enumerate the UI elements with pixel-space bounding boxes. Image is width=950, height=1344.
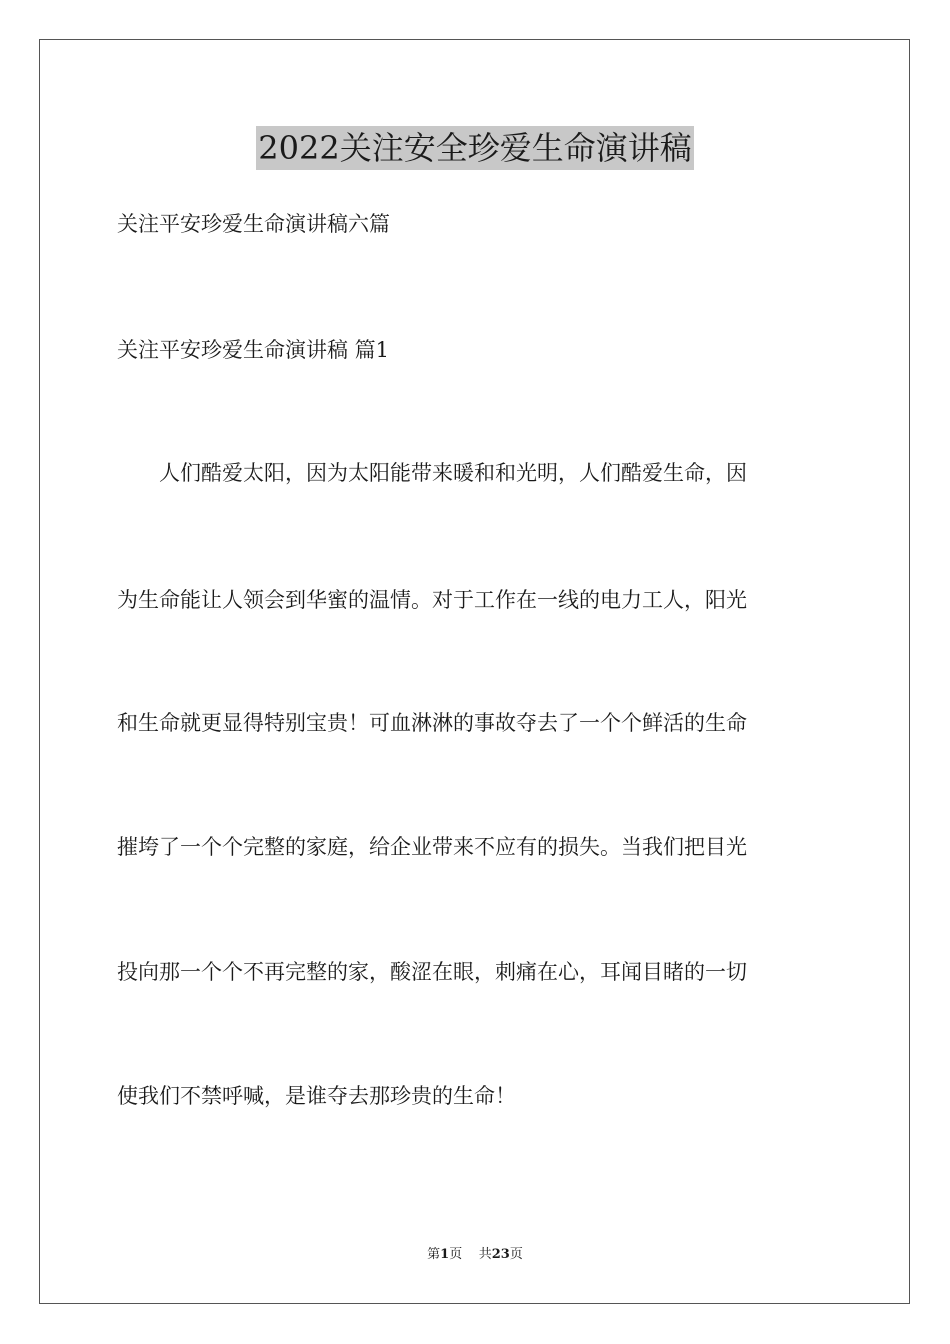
subtitle-line: 关注平安珍爱生命演讲稿六篇 — [117, 212, 390, 236]
page-footer — [0, 1246, 950, 1264]
body-line: 和生命就更显得特别宝贵！可血淋淋的事故夺去了一个个鲜活的生命 — [117, 711, 747, 735]
body-line: 摧垮了一个个完整的家庭，给企业带来不应有的损失。当我们把目光 — [117, 835, 747, 859]
document-title: 2022关注安全珍爱生命演讲稿 — [256, 126, 693, 170]
total-prefix: 共 — [478, 1247, 492, 1262]
section-heading: 关注平安珍爱生命演讲稿 篇1 — [117, 338, 390, 362]
page-suffix: 页 — [449, 1247, 463, 1262]
body-line: 使我们不禁呼喊，是谁夺去那珍贵的生命！ — [117, 1084, 516, 1108]
page-prefix: 第 — [427, 1247, 441, 1262]
body-line: 人们酷爱太阳，因为太阳能带来暖和和光明，人们酷爱生命，因 — [117, 461, 747, 485]
total-suffix: 页 — [509, 1247, 523, 1262]
body-line: 投向那一个个不再完整的家，酸涩在眼，刺痛在心，耳闻目睹的一切 — [117, 960, 747, 984]
body-line: 为生命能让人领会到华蜜的温情。对于工作在一线的电力工人，阳光 — [117, 588, 747, 612]
title-block — [0, 126, 950, 170]
total-pages: 23 — [491, 1247, 510, 1262]
page-number: 1 — [440, 1247, 450, 1262]
